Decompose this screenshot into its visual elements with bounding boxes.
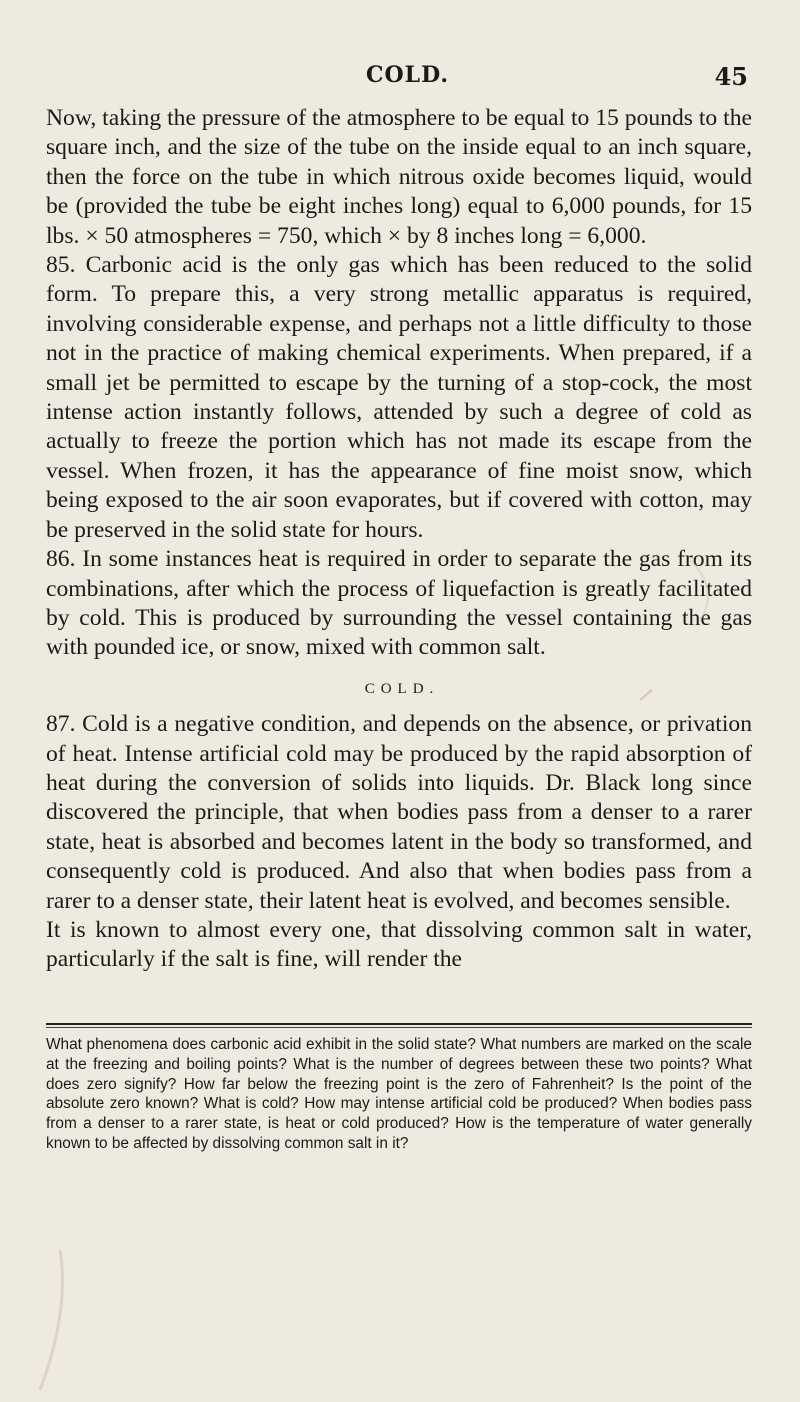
footnote-rule [46, 1023, 752, 1025]
running-head: COLD. [366, 62, 450, 88]
paragraph-pressure: Now, taking the pressure of the atmosphere to be equal to 15 pounds to the square inch, and the size of the tube on the inside equal to an inch square, then the force on the tube in which nitrous oxide becomes liquid, would be (provided the tube be eight inches long) equal to 6,000 pounds, for 15 lbs. × 50 atmospheres = 750, which × by 8 inches long = 6,000. [46, 105, 752, 249]
paragraph-87: 87. Cold is a negative condition, and depends on the absence, or privation of heat. Intense artificial cold may be produced by the rapid absorption of heat during the conversion of solids into liquids. Dr. Black long since discovered the principle, that when bodies pass from a denser to a rarer state, heat is absorbed and becomes latent in the body so transformed, and consequently cold is produced. And also that when bodies pass from a rarer to a denser state, their latent heat is evolved, and becomes sensible. [46, 711, 752, 914]
page-header [46, 62, 752, 98]
paragraph-salt: It is known to almost every one, that dissolving common salt in water, particularly if the salt is fine, will render the [46, 916, 752, 973]
section-heading: COLD. [364, 680, 440, 697]
footnote-rule-thin [46, 1027, 752, 1028]
footnote-questions: What phenomena does carbonic acid exhibit in the solid state? What numbers are marked on the scale at the freezing and boiling points? What is the number of degrees between these two points? What does zero signify? How far below the freezing point is the zero of Fahrenheit? Is the point of the absolute zero known? What is cold? How may intense artificial cold be produced? When bodies pass from a denser to a rarer state, is heat or cold produced? How is the temperature of water generally known to be affected by dissolving common salt in it? [46, 1036, 752, 1152]
page-number: 45 [714, 62, 748, 91]
paragraph-86: 86. In some instances heat is required in order to separate the gas from its combinations, after which the process of liquefaction is greatly facilitated by cold. This is produced by surrounding the vessel containing the gas with pounded ice, or snow, mixed with common salt. [46, 546, 752, 661]
body-text [46, 104, 752, 975]
book-page [46, 0, 752, 1402]
paragraph-85: 85. Carbonic acid is the only gas which has been reduced to the solid form. To prepare this, a very strong metallic apparatus is required, involving considerable expense, and perhaps not a little difficulty to those not in the practice of making chemical experiments. When prepared, if a small jet be permitted to escape by the turning of a stop-cock, the most intense action instantly follows, attended by such a degree of cold as actually to freeze the portion which has not made its escape from the vessel. When frozen, it has the appearance of fine moist snow, which being exposed to the air soon evaporates, but if covered with cotton, may be preserved in the solid state for hours. [46, 252, 752, 543]
